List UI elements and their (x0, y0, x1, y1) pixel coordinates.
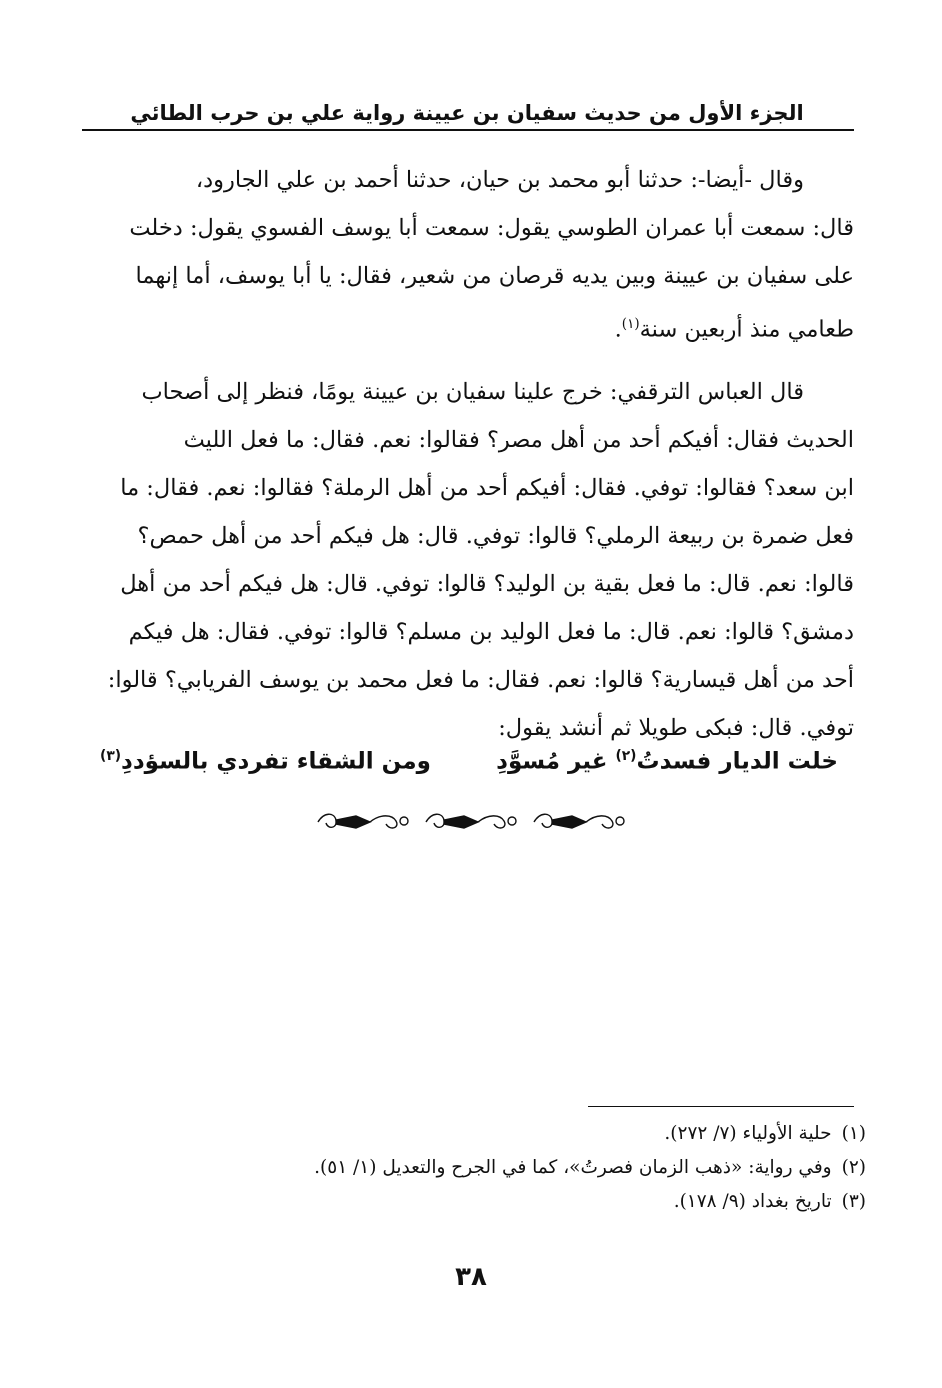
ornament-segment (534, 814, 624, 828)
verse-second-hemistich (100, 748, 431, 775)
footnote-separator (588, 1106, 854, 1107)
ornament-segment (426, 814, 516, 828)
text-line: دمشق؟ قالوا: نعم. قال: ما فعل الوليد بن مسلم؟ قالوا: توفي. فقال: هل فيكم (128, 618, 854, 645)
page-number: ٣٨ (455, 1262, 487, 1292)
verse-text: خلت الديار فسدتُ (636, 748, 838, 775)
text-line: قالوا: نعم. قال: ما فعل بقية بن الوليد؟ قالوا: توفي. قال: هل فيكم أحد من أهل (120, 570, 854, 597)
text-line: قال: سمعت أبا عمران الطوسي يقول: سمعت أبا يوسف الفسوي يقول: دخلت (129, 215, 854, 241)
text-line: ابن سعد؟ فقالوا: توفي. فقال: أفيكم أحد من أهل الرملة؟ فقالوا: نعم. فقال: ما (120, 474, 854, 501)
ornament-segment (318, 814, 408, 828)
footnote-3 (82, 1185, 866, 1219)
footnotes (82, 1117, 866, 1219)
poetry-verse (100, 748, 838, 788)
text-line: وقال -أيضا-: حدثنا أبو محمد بن حيان، حدثنا أحمد بن علي الجارود، (195, 167, 804, 193)
footnote-number: (٣) (841, 1191, 866, 1212)
text-line: أحد من أهل قيسارية؟ قالوا: نعم. فقال: ما فعل محمد بن يوسف الفريابي؟ قالوا: (107, 666, 854, 693)
footnote-ref-3: (٣) (100, 748, 122, 764)
header-rule (82, 129, 854, 131)
text-line: قال العباس الترقفي: خرج علينا سفيان بن عيينة يومًا، فنظر إلى أصحاب (141, 378, 804, 405)
text-line (82, 300, 854, 354)
paragraph-1 (82, 156, 854, 354)
footnote-text: حلية الأولياء (٧/ ٢٧٢). (664, 1123, 832, 1144)
decorative-divider-icon (310, 806, 630, 836)
text-line: الحديث فقال: أفيكم أحد من أهل مصر؟ فقالوا: نعم. فقال: ما فعل الليث (183, 426, 854, 453)
footnote-text: وفي رواية: «ذهب الزمان فصرتُ»، كما في الجرح والتعديل (١/ ٥١). (314, 1157, 832, 1178)
text-fragment: طعامي منذ أربعين سنة (639, 316, 854, 343)
text-line: توفي. قال: فبكى طويلا ثم أنشد يقول: (498, 714, 854, 741)
footnote-text: تاريخ بغداد (٩/ ١٧٨). (673, 1191, 832, 1212)
footnote-ref-1: (١) (621, 316, 640, 332)
running-header: الجزء الأول من حديث سفيان بن عيينة رواية علي بن حرب الطائي (130, 101, 804, 125)
verse-text: غير مُسوَّدِ (496, 748, 616, 775)
paragraph-2 (82, 368, 854, 752)
verse-text: ومن الشقاء تفردي بالسؤددِ (121, 748, 431, 775)
footnote-number: (١) (841, 1123, 866, 1144)
text-fragment: . (614, 316, 622, 343)
footnote-ref-2: (٢) (615, 748, 637, 764)
text-line: على سفيان بن عيينة وبين يديه قرصان من شعير، فقال: يا أبا يوسف، أما إنهما (135, 263, 854, 289)
footnote-1 (82, 1117, 866, 1151)
footnote-2 (82, 1151, 866, 1185)
footnote-number: (٢) (841, 1157, 866, 1178)
main-text (82, 156, 854, 752)
text-line: فعل ضمرة بن ربيعة الرملي؟ قالوا: توفي. قال: هل فيكم أحد من أهل حمص؟ (137, 522, 854, 549)
verse-first-hemistich (496, 748, 838, 775)
